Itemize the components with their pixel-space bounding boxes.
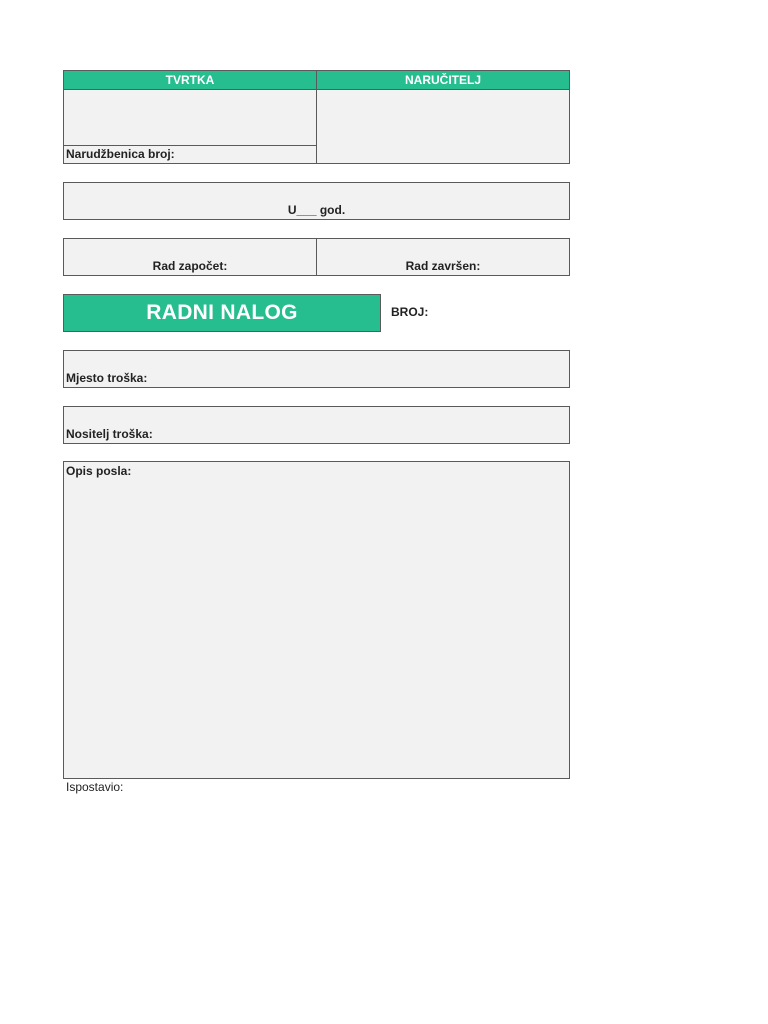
place-year-label: U___ god.: [287, 203, 346, 217]
order-number-label: Narudžbenica broj:: [66, 147, 175, 161]
company-header: [63, 70, 317, 90]
cost-center-label: Mjesto troška:: [66, 371, 148, 385]
client-header-label: NARUČITELJ: [404, 73, 481, 87]
company-field[interactable]: [63, 89, 317, 146]
client-field[interactable]: [316, 89, 570, 164]
work-started-field[interactable]: [63, 238, 317, 276]
order-number-field[interactable]: [63, 145, 317, 164]
work-finished-field[interactable]: [316, 238, 570, 276]
place-year-field[interactable]: [63, 182, 570, 220]
issued-by-label: Ispostavio:: [66, 780, 124, 794]
cost-center-field[interactable]: [63, 350, 570, 388]
client-header: [316, 70, 570, 90]
job-description-label: Opis posla:: [66, 464, 132, 478]
work-finished-label: Rad završen:: [405, 259, 481, 273]
cost-carrier-field[interactable]: [63, 406, 570, 444]
cost-carrier-label: Nositelj troška:: [66, 427, 153, 441]
work-started-label: Rad započet:: [152, 259, 228, 273]
company-header-label: TVRTKA: [165, 73, 215, 87]
work-order-number-label: BROJ:: [391, 305, 429, 319]
work-order-title: [63, 294, 381, 332]
job-description-field[interactable]: [63, 461, 570, 779]
work-order-title-text: RADNI NALOG: [146, 301, 298, 324]
